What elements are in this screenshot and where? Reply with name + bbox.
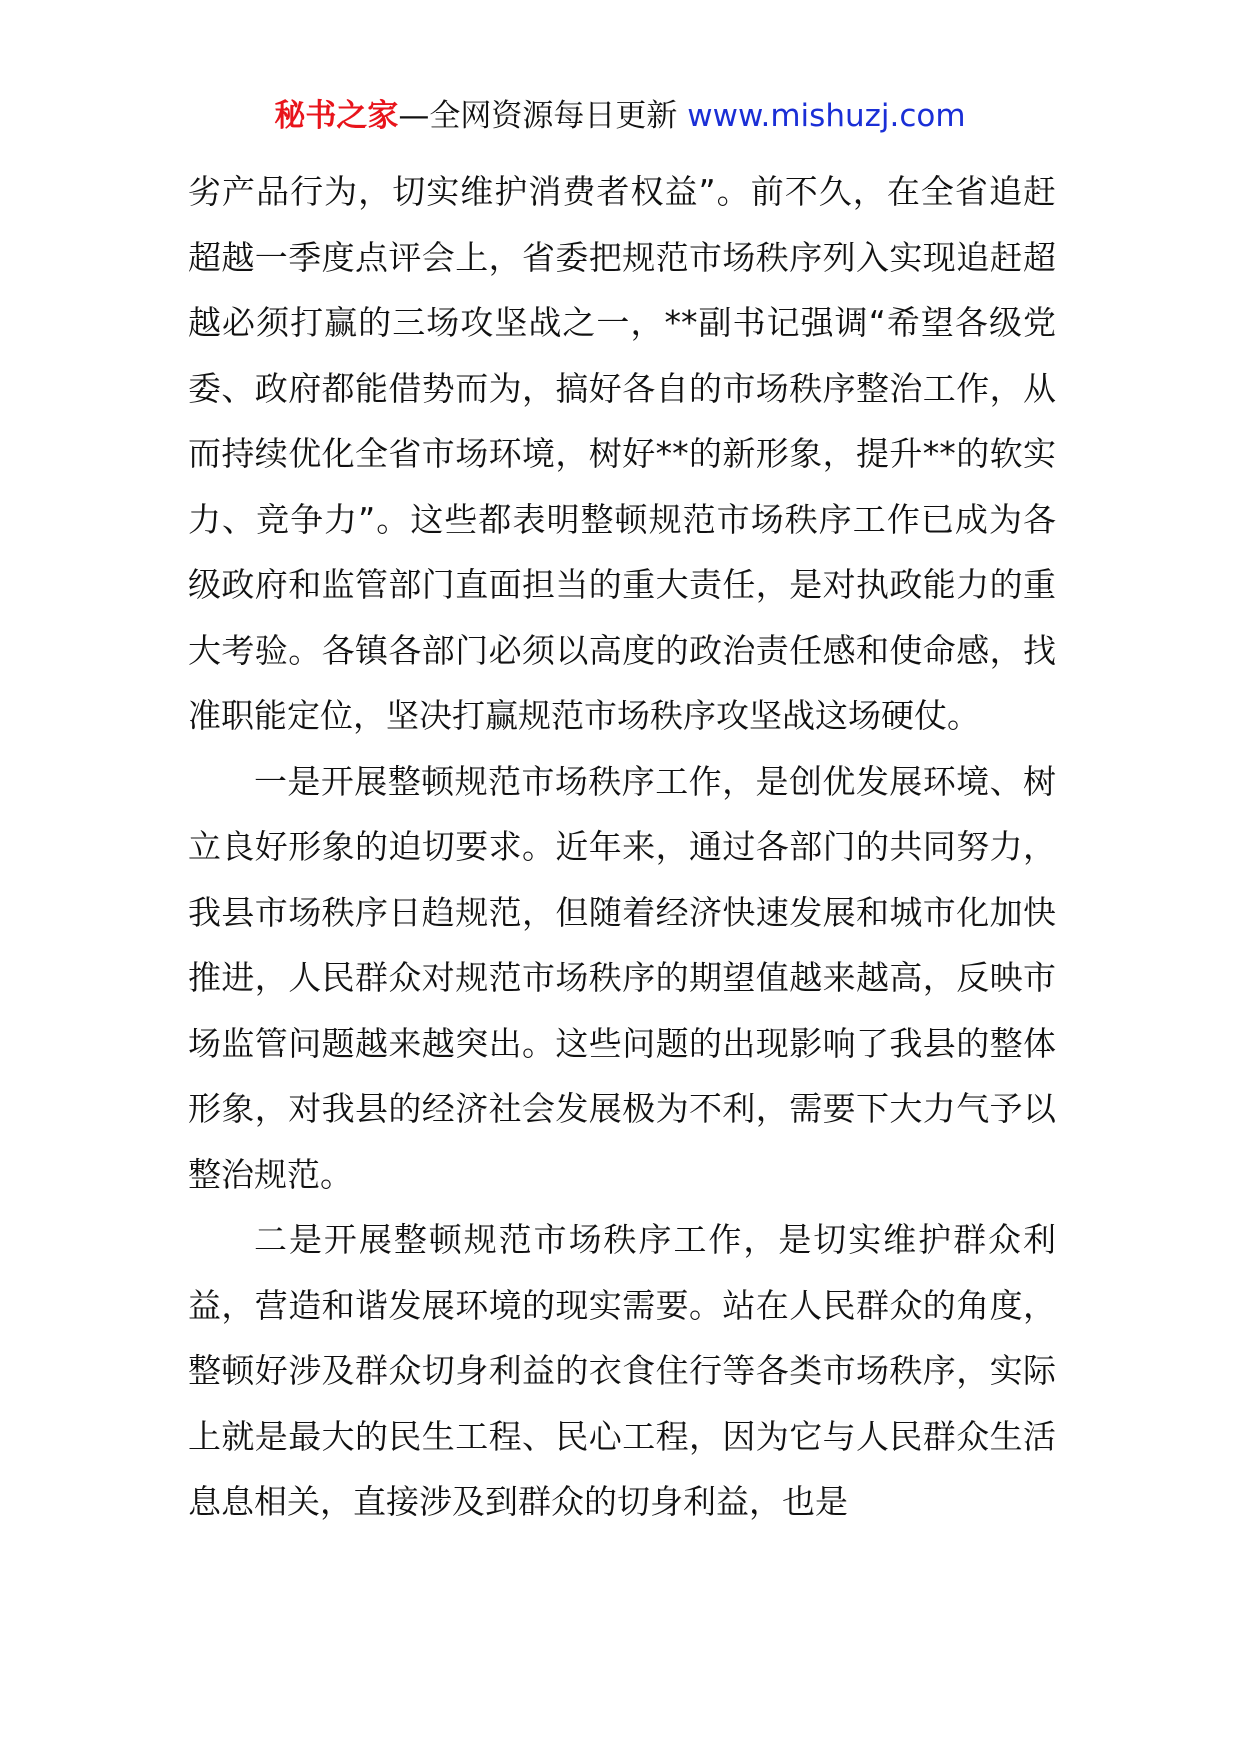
paragraph-point-two: 二是开展整顿规范市场秩序工作，是切实维护群众利益，营造和谐发展环境的现实需要。站在人民群众的角度，整顿好涉及群众切身利益的衣食住行等各类市场秩序，实际上就是最大的民生工程、民心工程，因为它与人民群众生活息息相关，直接涉及到群众的切身利益，也是 bbox=[188, 1220, 1056, 1521]
document-body bbox=[188, 159, 1056, 1535]
page-header bbox=[0, 96, 1240, 136]
paragraph-point-one: 一是开展整顿规范市场秩序工作，是创优发展环境、树立良好形象的迫切要求。近年来，通过各部门的共同努力，我县市场秩序日趋规范，但随着经济快速发展和城市化加快推进，人民群众对规范市场秩序的期望值越来越高，反映市场监管问题越来越突出。这些问题的出现影响了我县的整体形象，对我县的经济社会发展极为不利，需要下大力气予以整治规范。 bbox=[188, 761, 1056, 1194]
site-url-link[interactable]: www.mishuzj.com bbox=[687, 98, 966, 134]
brand-name: 秘书之家 bbox=[274, 98, 399, 134]
paragraph-continuation: 劣产品行为，切实维护消费者权益”。前不久，在全省追赶超越一季度点评会上，省委把规范市场秩序列入实现追赶超越必须打赢的三场攻坚战之一，**副书记强调“希望各级党委、政府都能借势而为，搞好各自的市场秩序整治工作，从而持续优化全省市场环境，树好**的新形象，提升**的软实力、竞争力”。这些都表明整顿规范市场秩序工作已成为各级政府和监管部门直面担当的重大责任，是对执政能力的重大考验。各镇各部门必须以高度的政治责任感和使命感，找准职能定位，坚决打赢规范市场秩序攻坚战这场硬仗。 bbox=[188, 172, 1056, 735]
header-tagline: —全网资源每日更新 bbox=[398, 98, 678, 134]
